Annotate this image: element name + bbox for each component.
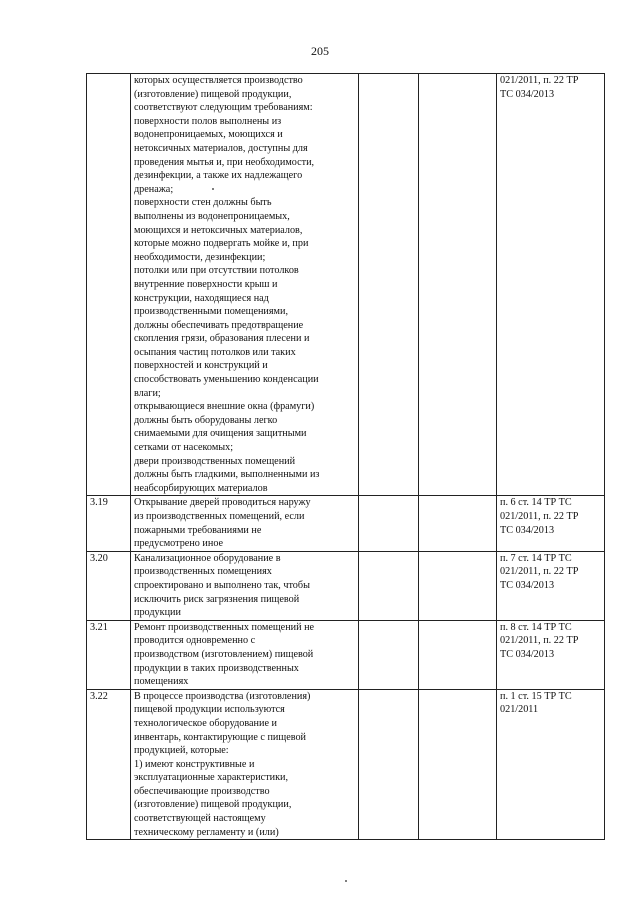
requirement-line: помещениях xyxy=(134,676,189,688)
page-number: 205 xyxy=(311,44,329,58)
requirement-line: неабсорбирующих материалов xyxy=(134,482,268,494)
requirement-line: В процессе производства (изготовления) xyxy=(134,690,311,702)
requirement-line: соответствующей настоящему xyxy=(134,813,266,825)
requirement-line: продукции в таких производственных xyxy=(134,662,299,674)
requirement-line: сетками от насекомых; xyxy=(134,442,234,454)
reference-line: ТС 034/2013 xyxy=(500,88,555,100)
reference-cell xyxy=(497,689,605,840)
requirement-line: осыпания частиц потолков или таких xyxy=(134,346,296,358)
requirement-line: которых осуществляется производство xyxy=(134,75,303,86)
requirement-line: выполнены из водонепроницаемых, xyxy=(134,210,290,222)
requirement-line: (изготовление) пищевой продукции, xyxy=(134,799,292,811)
requirement-line: дезинфекции, а также их надлежащего xyxy=(134,170,303,182)
item-number-cell: 3.20 xyxy=(87,551,131,620)
requirement-line: 1) имеют конструктивные и xyxy=(134,758,255,770)
requirement-line: водонепроницаемых, моющихся и xyxy=(134,129,283,141)
reference-line: п. 8 ст. 14 ТР ТС xyxy=(500,621,572,633)
requirement-line: пищевой продукции используются xyxy=(134,704,285,716)
requirement-line: Ремонт производственных помещений не xyxy=(134,621,315,633)
requirement-line: двери производственных помещений xyxy=(134,455,296,467)
requirement-line: эксплуатационные характеристики, xyxy=(134,772,289,784)
empty-cell xyxy=(359,496,419,551)
reference-line: ТС 034/2013 xyxy=(500,524,555,536)
requirement-line: из производственных помещений, если xyxy=(134,511,305,522)
reference-cell xyxy=(497,74,605,496)
table-row xyxy=(87,620,605,689)
reference-line: п. 1 ст. 15 ТР ТС xyxy=(500,690,572,702)
requirement-line: поверхностей и конструкций и xyxy=(134,360,268,372)
requirement-cell xyxy=(131,551,359,620)
requirement-line: технологическое оборудование и xyxy=(134,717,277,729)
scan-speck xyxy=(212,188,214,190)
empty-cell xyxy=(419,551,497,620)
item-number-cell: 3.22 xyxy=(87,689,131,840)
empty-cell xyxy=(359,620,419,689)
requirement-line: проведения мытья и, при необходимости, xyxy=(134,156,315,168)
requirement-line: производственных помещениях xyxy=(134,566,272,578)
requirement-line: должны быть оборудованы легко xyxy=(134,414,278,426)
requirement-line: инвентарь, контактирующие с пищевой xyxy=(134,731,307,743)
requirement-line: Открывание дверей проводиться наружу xyxy=(134,497,311,509)
reference-cell xyxy=(497,551,605,620)
table-row xyxy=(87,689,605,840)
requirement-line: дренажа; xyxy=(134,183,174,195)
reference-cell xyxy=(497,496,605,551)
table-body xyxy=(87,74,605,840)
reference-line: 021/2011, п. 22 ТР xyxy=(500,635,579,647)
requirement-line: снимаемыми для очищения защитными xyxy=(134,428,307,440)
empty-cell xyxy=(419,689,497,840)
empty-cell xyxy=(419,496,497,551)
item-number-cell: 3.19 xyxy=(87,496,131,551)
requirement-line: должны обеспечивать предотвращение xyxy=(134,319,304,331)
requirement-line: предусмотрено иное xyxy=(134,538,224,550)
table-row xyxy=(87,496,605,551)
requirement-line: техническому регламенту и (или) xyxy=(134,826,279,838)
table-row xyxy=(87,74,605,496)
reference-line: ТС 034/2013 xyxy=(500,648,555,660)
reference-line: п. 7 ст. 14 ТР ТС xyxy=(500,552,572,564)
requirement-line: потолки или при отсутствии потолков xyxy=(134,265,299,277)
requirement-cell xyxy=(131,74,359,496)
requirement-line: соответствуют следующим требованиям: xyxy=(134,102,313,114)
requirement-line: (изготовление) пищевой продукции, xyxy=(134,88,292,100)
requirement-line: нетоксичных материалов, доступны для xyxy=(134,142,308,154)
empty-cell xyxy=(419,74,497,496)
requirement-cell xyxy=(131,620,359,689)
requirement-line: необходимости, дезинфекции; xyxy=(134,251,266,263)
reference-line: 021/2011, п. 22 ТР xyxy=(500,75,579,86)
requirement-line: производством (изготовлением) пищевой xyxy=(134,648,314,660)
requirement-line: открывающиеся внешние окна (фрамуги) xyxy=(134,401,315,413)
empty-cell xyxy=(359,689,419,840)
empty-cell xyxy=(359,74,419,496)
requirement-line: поверхности стен должны быть xyxy=(134,197,272,209)
requirement-line: продукцией, которые: xyxy=(134,745,229,757)
requirement-line: скопления грязи, образования плесени и xyxy=(134,333,310,345)
requirement-line: влаги; xyxy=(134,387,161,399)
requirement-line: спроектировано и выполнено так, чтобы xyxy=(134,579,310,591)
requirement-line: должны быть гладкими, выполненными из xyxy=(134,469,320,481)
table-row xyxy=(87,551,605,620)
empty-cell xyxy=(419,620,497,689)
requirement-line: производственными помещениями, xyxy=(134,306,289,318)
item-number-cell xyxy=(87,74,131,496)
reference-line: 021/2011, п. 22 ТР xyxy=(500,566,579,578)
requirement-line: моющихся и нетоксичных материалов, xyxy=(134,224,303,236)
requirement-cell xyxy=(131,689,359,840)
reference-line: 021/2011 xyxy=(500,704,539,716)
requirement-line: исключить риск загрязнения пищевой xyxy=(134,593,300,605)
requirements-table xyxy=(86,73,605,840)
requirement-line: обеспечивающие производство xyxy=(134,785,270,797)
requirement-line: конструкции, находящиеся над xyxy=(134,292,269,304)
requirement-line: способствовать уменьшению конденсации xyxy=(134,374,319,386)
scan-speck xyxy=(345,880,347,882)
reference-line: 021/2011, п. 22 ТР xyxy=(500,511,579,522)
requirement-line: продукции xyxy=(134,607,181,619)
requirement-line: поверхности полов выполнены из xyxy=(134,115,282,127)
requirement-cell xyxy=(131,496,359,551)
requirement-line: которые можно подвергать мойке и, при xyxy=(134,238,309,250)
empty-cell xyxy=(359,551,419,620)
reference-line: ТС 034/2013 xyxy=(500,579,555,591)
requirement-line: проводится одновременно с xyxy=(134,635,256,647)
reference-cell xyxy=(497,620,605,689)
reference-line: п. 6 ст. 14 ТР ТС xyxy=(500,497,572,509)
item-number-cell: 3.21 xyxy=(87,620,131,689)
requirement-line: Канализационное оборудование в xyxy=(134,552,281,564)
requirement-line: пожарными требованиями не xyxy=(134,524,262,536)
requirement-line: внутренние поверхности крыш и xyxy=(134,278,278,290)
